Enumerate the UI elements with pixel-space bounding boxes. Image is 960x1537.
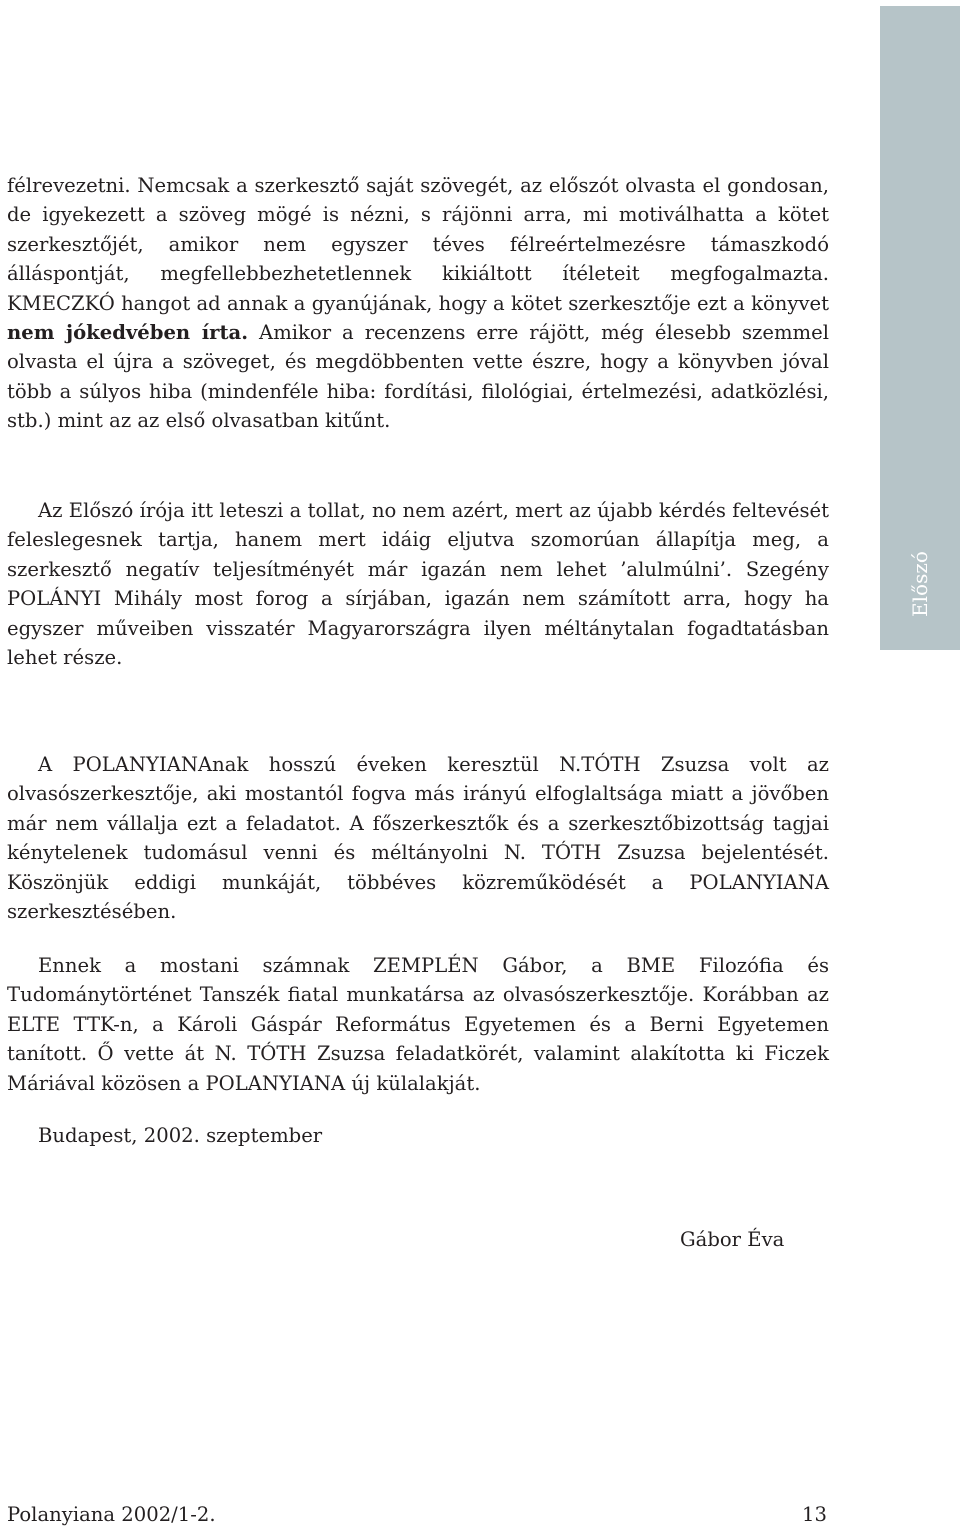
- paragraph-1-start: félrevezetni. Nemcsak a szerkesztő saját szövegét, az előszót olvasta el gondosan, de igyekezett a szöveg mögé is nézni, s rájönni arra, mi motiválhatta a kötet szerkesztőjét, amikor nem egyszer téves félreértelmezésre támaszkodó álláspontját, megfellebbezhetetlennek kikiáltott ítéleteit megfogalmazta. KMECZKÓ hangot ad annak a gyanújának, hogy a kötet szerkesztője ezt a könyvet: [7, 174, 829, 315]
- paragraph-1-end: Amikor a recenzens erre rájött, még élesebb szemmel olvasta el újra a szöveget, és megdöbbenten vette észre, hogy a könyvben jóval több a súlyos hiba (mindenféle hiba: fordítási, filológiai, értelmezési, adatközlési, stb.) mint az az első olvasatban kitűnt.: [7, 321, 829, 433]
- paragraph-1: [7, 171, 829, 436]
- paragraph-4: Ennek a mostani számnak ZEMPLÉN Gábor, a BME Filozófia és Tudománytörténet Tanszék fiatal munkatársa az olvasószerkesztője. Korábban az ELTE TTK-n, a Károli Gáspár Református Egyetemen és a Berni Egyetemen tanított. Ő vette át N. TÓTH Zsuzsa feladatkörét, valamint alakította ki Ficzek Máriával közösen a POLANYIANA új külalakját.: [7, 954, 829, 1095]
- paragraph-3: A POLANYIANAnak hosszú éveken keresztül N.TÓTH Zsuzsa volt az olvasószerkesztője, aki mostantól fogva más irányú elfoglaltsága miatt a jövőben már nem vállalja ezt a feladatot. A főszerkesztők és a szerkesztőbizottság tagjai kénytelenek tudomásul venni és méltányolni N. TÓTH Zsuzsa bejelentését. Köszönjük eddigi munkáját, többéves közreműködését a POLANYIANA szerkesztésében.: [7, 753, 829, 924]
- paragraph-2: Az Előszó írója itt leteszi a tollat, no nem azért, mert az újabb kérdés feltevését feleslegesnek tartja, hanem mert idáig eljutva szomorúan állapítja meg, a szerkesztő negatív teljesítményét már igazán nem lehet ’alulmúlni’. Szegény POLÁNYI Mihály most forog a sírjában, igazán nem számított arra, hogy ha egyszer műveiben visszatér Magyarországra ilyen méltánytalan fogadtatásban lehet része.: [7, 499, 829, 670]
- footer-journal: Polanyiana 2002/1-2.: [7, 1503, 216, 1526]
- paragraph-1-bold: nem jókedvében írta.: [7, 321, 249, 345]
- section-tab: [880, 6, 960, 650]
- footer-page-number: 13: [802, 1503, 827, 1526]
- dateline: Budapest, 2002. szeptember: [38, 1124, 323, 1147]
- signature: Gábor Éva: [680, 1228, 785, 1251]
- section-tab-label: Előszó: [908, 551, 932, 617]
